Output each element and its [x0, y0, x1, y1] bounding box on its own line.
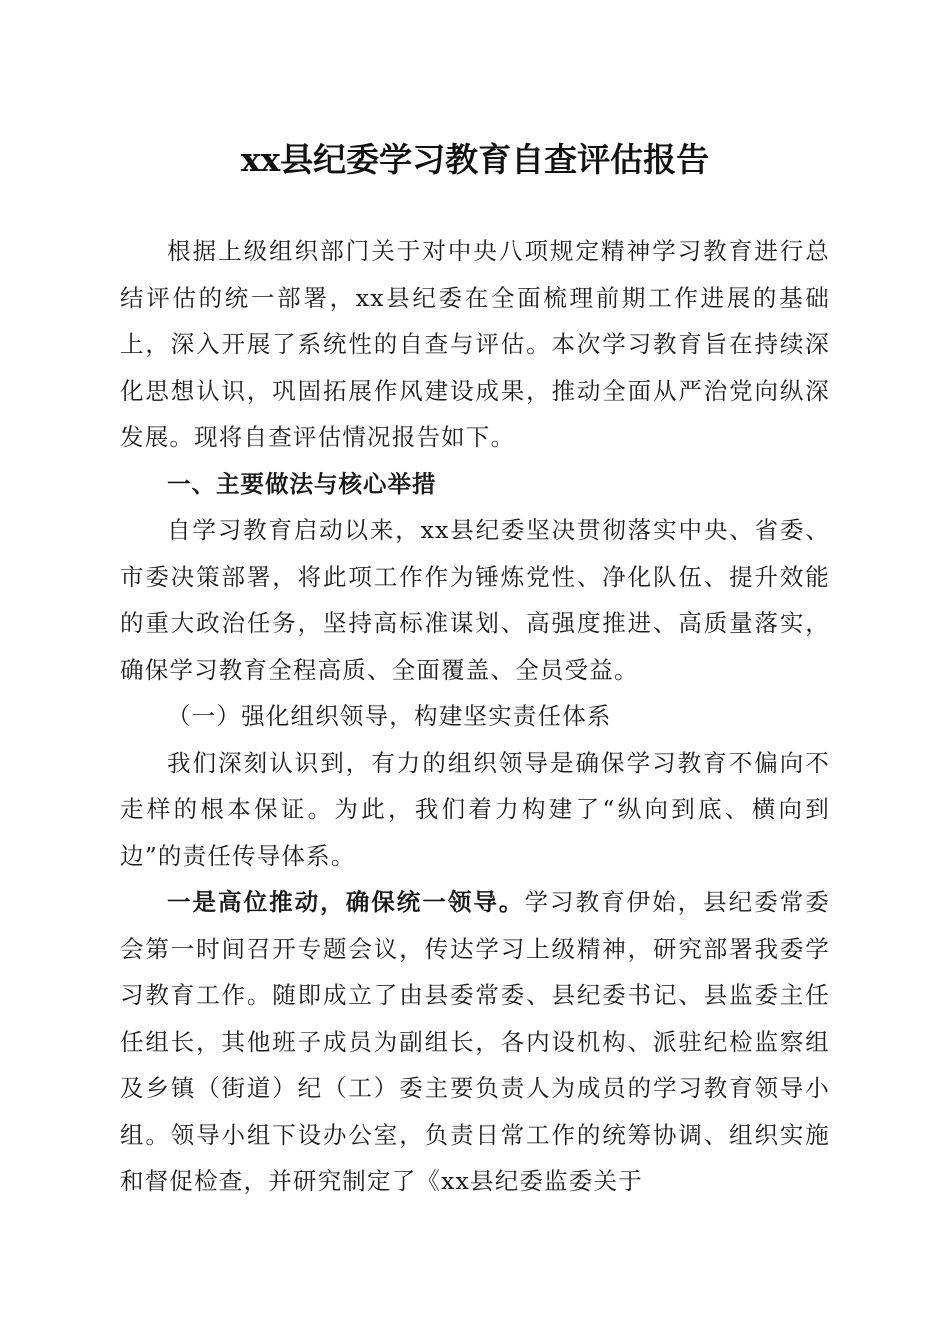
- subsection-heading: （一）强化组织领导，构建坚实责任体系: [167, 702, 612, 730]
- section-paragraph: 自学习教育启动以来，xx县纪委坚决贯彻落实中央、省委、市委决策部署，将此项工作作为锤炼党性、净化队伍、提升效能的重大政治任务，坚持高标准谋划、高强度推进、高质量落实，确保学习教育全程高质、全面覆盖、全员受益。: [120, 516, 830, 684]
- document-title: xx县纪委学习教育自查评估报告: [240, 140, 710, 179]
- document-body: [120, 228, 830, 1205]
- intro-paragraph: 根据上级组织部门关于对中央八项规定精神学习教育进行总结评估的统一部署，xx县纪委在全面梳理前期工作进展的基础上，深入开展了系统性的自查与评估。本次学习教育旨在持续深化思想认识，巩固拓展作风建设成果，推动全面从严治党向纵深发展。现将自查评估情况报告如下。: [120, 237, 830, 451]
- point-lead: 一是高位推动，确保统一领导。: [167, 888, 525, 916]
- subsection-paragraph: 我们深刻认识到，有力的组织领导是确保学习教育不偏向不走样的根本保证。为此，我们着力构建了“纵向到底、横向到边”的责任传导体系。: [120, 748, 830, 870]
- point-body: 学习教育伊始，县纪委常委会第一时间召开专题会议，传达学习上级精神，研究部署我委学习教育工作。随即成立了由县委常委、县纪委书记、县监委主任任组长，其他班子成员为副组长，各内设机构、派驻纪检监察组及乡镇（街道）纪（工）委主要负责人为成员的学习教育领导小组。领导小组下设办公室，负责日常工作的统筹协调、组织实施和督促检查，并研究制定了《xx县纪委监委关于: [120, 888, 830, 1195]
- point-paragraph: [120, 879, 830, 1205]
- section-heading: 一、主要做法与核心举措: [167, 469, 437, 498]
